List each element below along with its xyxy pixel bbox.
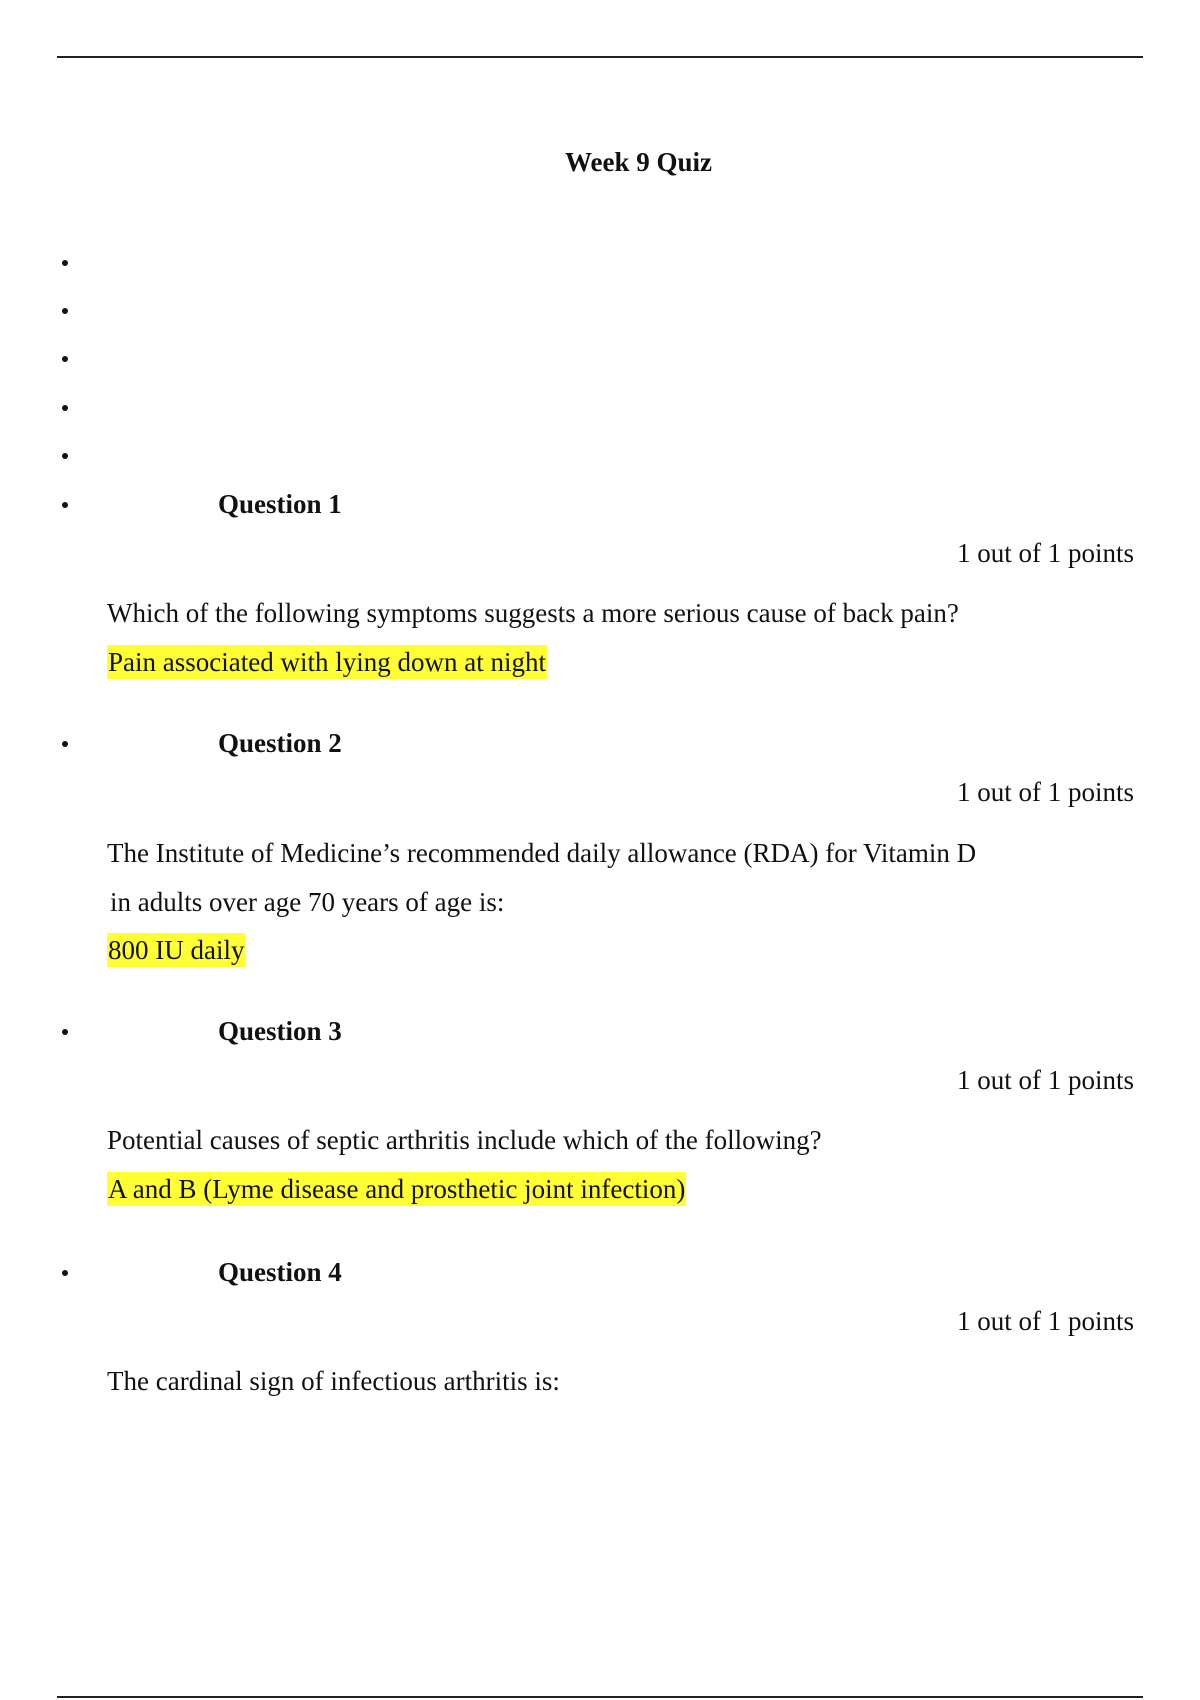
question-1-heading: Question 1 (218, 489, 342, 519)
question-1-answer: Pain associated with lying down at night (108, 647, 546, 677)
question-2-text-line-2: in adults over age 70 years of age is: (110, 887, 505, 917)
question-4-heading: Question 4 (218, 1257, 342, 1287)
question-4-text: The cardinal sign of infectious arthritis is: (107, 1366, 560, 1396)
question-bullet (60, 739, 70, 749)
question-2-answer: 800 IU daily (108, 935, 245, 965)
question-2-text-line-1: The Institute of Medicine’s recommended daily allowance (RDA) for Vitamin D (107, 838, 977, 868)
question-bullet (60, 1268, 70, 1278)
question-3-points: 1 out of 1 points (956, 1065, 1134, 1095)
top-rule (57, 56, 1143, 58)
question-2-points: 1 out of 1 points (956, 777, 1134, 807)
question-3-text: Potential causes of septic arthritis include which of the following? (107, 1125, 822, 1155)
empty-bullet (60, 403, 70, 413)
question-1-points: 1 out of 1 points (956, 538, 1134, 568)
question-4-points: 1 out of 1 points (956, 1306, 1134, 1336)
question-bullet (60, 1027, 70, 1037)
question-2-heading: Question 2 (218, 728, 342, 758)
question-3-heading: Question 3 (218, 1016, 342, 1046)
question-bullet (60, 500, 70, 510)
empty-bullet (60, 258, 70, 268)
question-3-answer: A and B (Lyme disease and prosthetic joint infection) (108, 1174, 686, 1204)
question-1-text: Which of the following symptoms suggests a more serious cause of back pain? (107, 598, 959, 628)
page-title: Week 9 Quiz (565, 147, 712, 177)
bottom-rule (57, 1696, 1143, 1698)
empty-bullet (60, 354, 70, 364)
empty-bullet (60, 306, 70, 316)
empty-bullet (60, 451, 70, 461)
